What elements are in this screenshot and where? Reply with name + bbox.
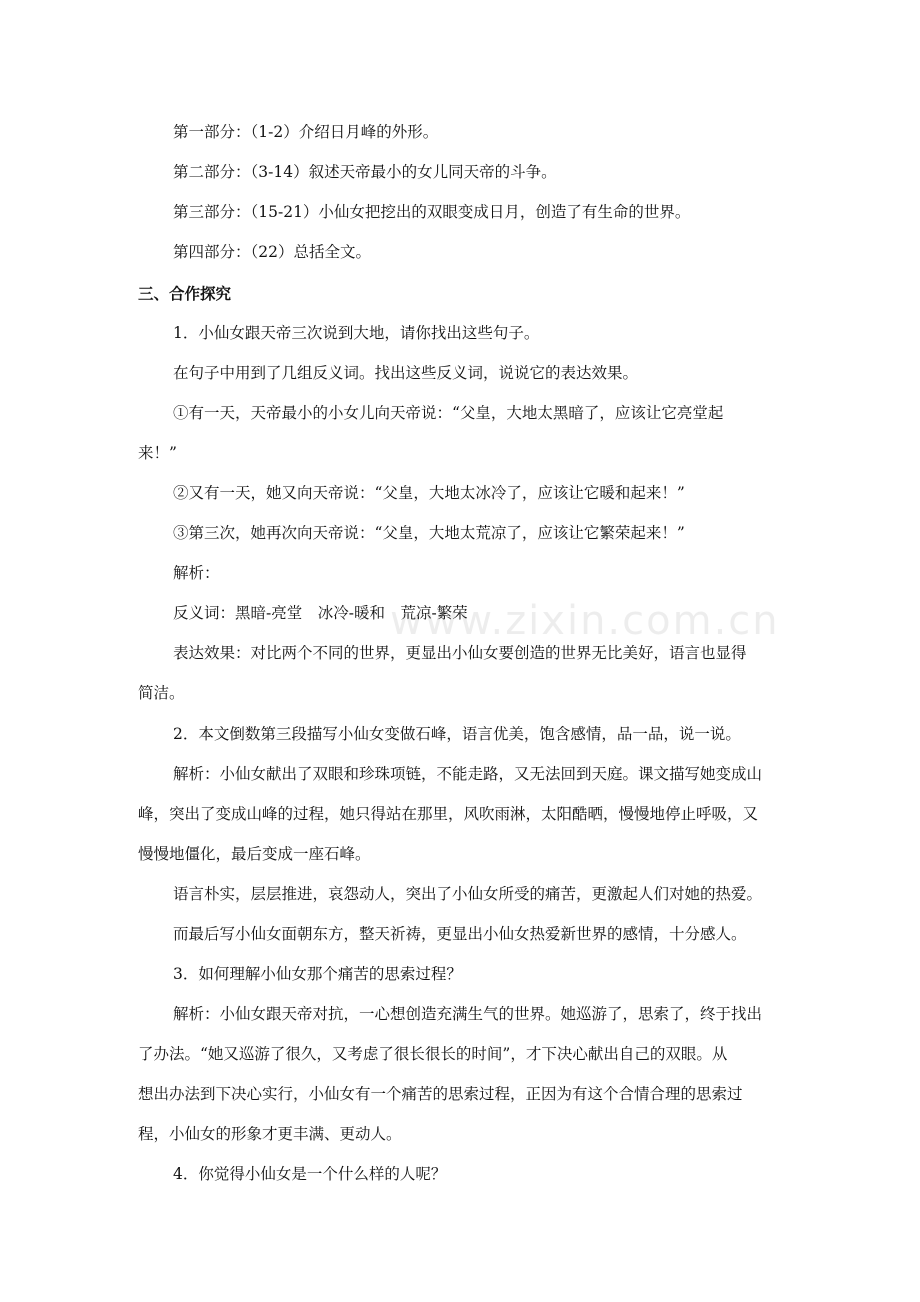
answer-3-line-3: 想出办法到下决心实行，小仙女有一个痛苦的思索过程，正因为有这个合情合理的思索过	[138, 1085, 743, 1103]
sentence-2: ②又有一天，她又向天帝说：“父皇，大地太冰冷了，应该让它暖和起来！”	[173, 484, 685, 502]
answer-3-line-4: 程，小仙女的形象才更丰满、更动人。	[138, 1125, 402, 1143]
question-1: 1．小仙女跟天帝三次说到大地，请你找出这些句子。	[173, 324, 540, 342]
structure-part-2: 第二部分：（3-14）叙述天帝最小的女儿同天帝的斗争。	[173, 163, 557, 181]
answer-2-line-3: 慢慢地僵化，最后变成一座石峰。	[138, 845, 371, 863]
answer-3-line-2: 了办法。“她又巡游了很久，又考虑了很长很长的时间”，才下决心献出自己的双眼。从	[138, 1045, 728, 1063]
sentence-3: ③第三次，她再次向天帝说：“父皇，大地太荒凉了，应该让它繁荣起来！”	[173, 524, 685, 542]
question-4: 4．你觉得小仙女是一个什么样的人呢？	[173, 1165, 447, 1183]
section-heading: 三、合作探究	[138, 284, 232, 303]
watermark: www.zixin.com.cn	[390, 598, 780, 644]
question-3: 3．如何理解小仙女那个痛苦的思索过程？	[173, 965, 462, 983]
effect-line-2: 简洁。	[138, 684, 185, 702]
sentence-1-line-2: 来！”	[138, 444, 177, 462]
answer-2-paragraph-2: 语言朴实，层层推进，哀怨动人，突出了小仙女所受的痛苦，更激起人们对她的热爱。	[173, 885, 763, 903]
sentence-1-line-1: ①有一天，天帝最小的小女儿向天帝说：“父皇，大地太黑暗了，应该让它亮堂起	[173, 404, 724, 422]
analysis-label: 解析：	[173, 564, 220, 582]
structure-part-3: 第三部分：（15-21）小仙女把挖出的双眼变成日月，创造了有生命的世界。	[173, 203, 691, 221]
answer-2-paragraph-3: 而最后写小仙女面朝东方，整天祈祷，更显出小仙女热爱新世界的感情，十分感人。	[173, 925, 747, 943]
antonyms: 反义词：黑暗-亮堂 冰冷-暖和 荒凉-繁荣	[173, 604, 468, 622]
structure-part-4: 第四部分：（22）总括全文。	[173, 243, 371, 261]
question-2: 2．本文倒数第三段描写小仙女变做石峰，语言优美，饱含感情，品一品，说一说。	[173, 725, 741, 743]
answer-2-line-1: 解析：小仙女献出了双眼和珍珠项链，不能走路，又无法回到天庭。课文描写她变成山	[173, 765, 763, 783]
effect-line-1: 表达效果：对比两个不同的世界，更显出小仙女要创造的世界无比美好，语言也显得	[173, 644, 747, 662]
question-1-prompt: 在句子中用到了几组反义词。找出这些反义词，说说它的表达效果。	[173, 364, 639, 382]
structure-part-1: 第一部分：（1-2）介绍日月峰的外形。	[173, 123, 439, 141]
answer-2-line-2: 峰，突出了变成山峰的过程，她只得站在那里，风吹雨淋，太阳酷晒，慢慢地停止呼吸，又	[138, 805, 759, 823]
answer-3-line-1: 解析：小仙女跟天帝对抗，一心想创造充满生气的世界。她巡游了，思索了，终于找出	[173, 1005, 763, 1023]
